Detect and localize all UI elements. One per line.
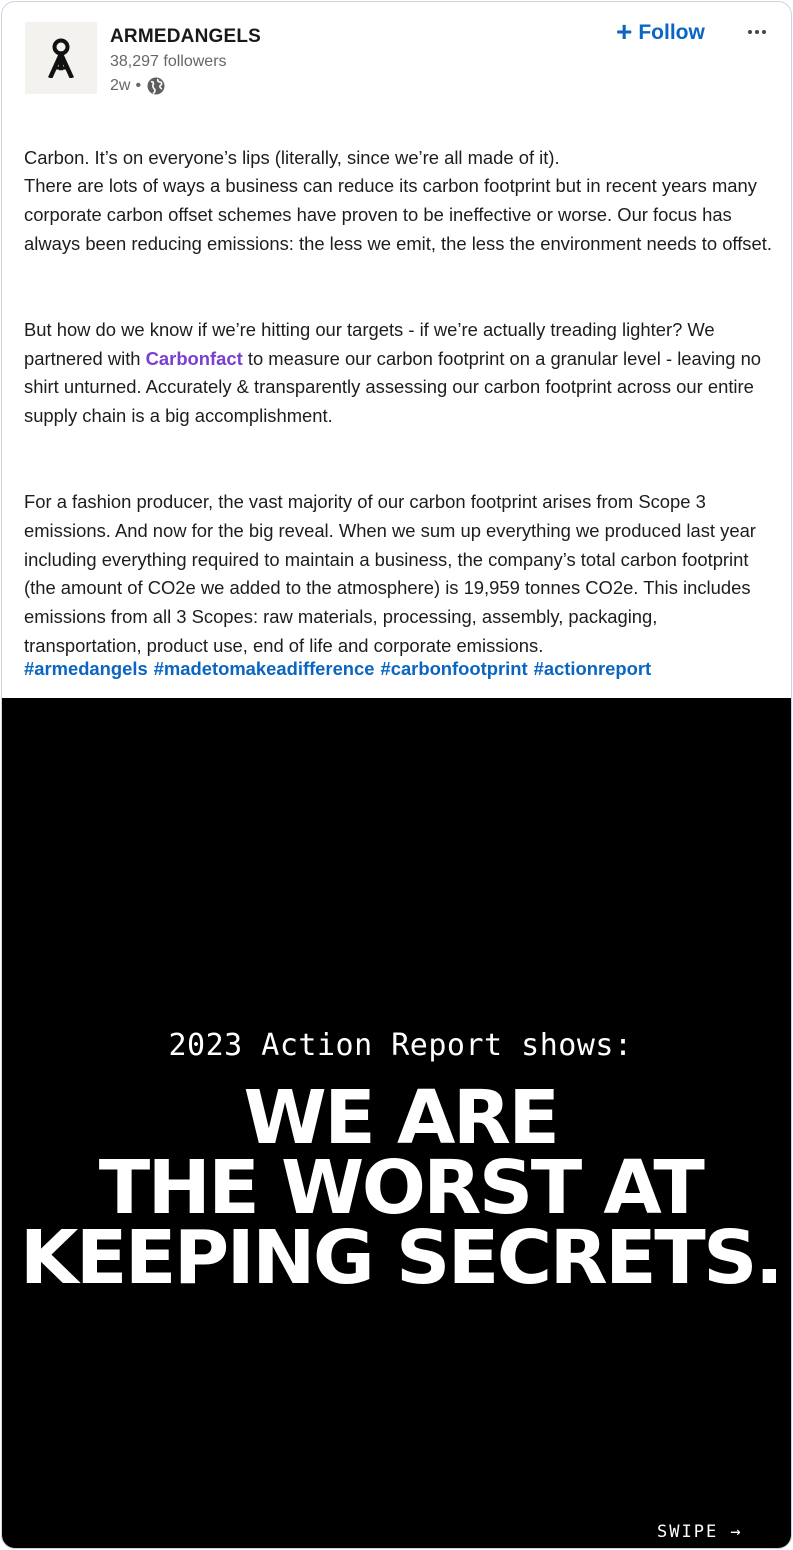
headline-line-2: THE WORST AT: [98, 1145, 703, 1231]
hashtag-list: [24, 658, 651, 680]
mention-carbonfact[interactable]: Carbonfact: [145, 347, 243, 369]
follower-count: 38,297 followers: [110, 53, 227, 70]
hashtag-actionreport[interactable]: #actionreport: [533, 658, 652, 679]
post-body: [24, 115, 774, 718]
follow-label: Follow: [638, 21, 705, 44]
plus-icon: +: [616, 15, 633, 47]
globe-icon: [146, 76, 166, 96]
media-kicker-text: 2023 Action Report shows:: [168, 1028, 633, 1063]
post-paragraph-3: For a fashion producer, the vast majority of our carbon footprint arises from Scope 3 emissions. And now for the big reveal. When we sum up everything we produced last year including everything required to maintain a business, the company’s total carbon footprint (the amount of CO2e we added to the atmosphere) is 19,959 tonnes CO2e. This includes emissions from all 3 Scopes: raw materials, processing, assembly, packaging, transportation, product use, end of life and corporate emissions.: [24, 491, 756, 656]
follow-button[interactable]: [616, 17, 705, 49]
more-dot: [755, 30, 759, 34]
media-headline: [1, 1075, 792, 1301]
post-card: [1, 1, 792, 1549]
more-options-icon[interactable]: [742, 18, 772, 46]
company-logo[interactable]: [25, 22, 97, 94]
hashtag-carbonfootprint[interactable]: #carbonfootprint: [380, 658, 528, 679]
hashtag-madetomakeadifference[interactable]: #madetomakeadifference: [153, 658, 375, 679]
headline-line-1: WE ARE: [243, 1075, 558, 1161]
hashtag-armedangels[interactable]: #armedangels: [24, 658, 148, 679]
post-time: 2w: [110, 77, 131, 94]
post-media-carousel[interactable]: [2, 698, 791, 1549]
more-dot: [762, 30, 766, 34]
post-header: [2, 2, 791, 112]
meta-separator: •: [135, 77, 142, 94]
swipe-hint[interactable]: SWIPE →: [657, 1522, 743, 1542]
post-paragraph-2: [24, 316, 774, 431]
company-name[interactable]: ARMEDANGELS: [110, 26, 262, 47]
paragraph-2-after: to measure our carbon footprint on a granular level - leaving no shirt unturned. Accurately & transparently assessing our carbon footprint across our entire supply chain is a big accomplishment.: [24, 347, 762, 427]
headline-line-3: KEEPING SECRETS.: [19, 1215, 782, 1301]
angel-figure-logo-icon: [46, 38, 76, 78]
post-paragraph-1: Carbon. It’s on everyone’s lips (literally, since we’re all made of it). There are lots of ways a business can reduce its carbon footprint but in recent years many corporate carbon offset schemes have proven to be ineffective or worse. Our focus has always been reducing emissions: the less we emit, the less the environment needs to offset.: [24, 146, 772, 254]
paragraph-2-before: But how do we know if we’re hitting our targets - if we’re actually treading lighter? We partnered with: [24, 318, 715, 369]
post-meta: [110, 76, 166, 96]
more-dot: [748, 30, 752, 34]
